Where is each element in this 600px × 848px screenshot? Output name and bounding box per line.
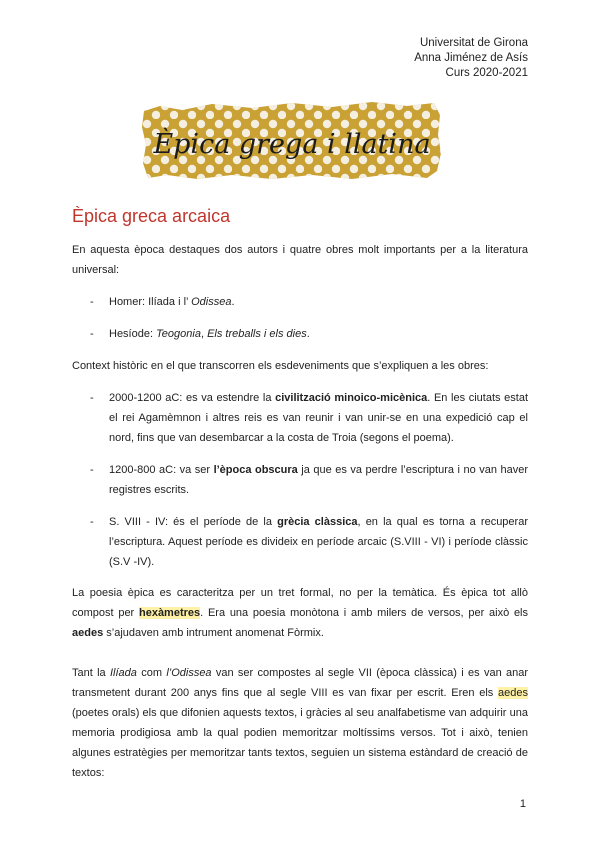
transmission-text-4: (poetes orals) els que difonien aquests textos, i gràcies al seu analfabetisme van adquirir una memoria prodigiosa amb la qual podien memoritzar moltíssims versos. Tot i això, tenien algunes estratègies per memoritzar tants textos, seguien un sistema estàndard de creació de textos: [72, 707, 528, 779]
poetry-text-1: La poesia èpica es caracteritza per un tret formal, no per la temàtica. És èpica tot allò compost per [72, 587, 528, 619]
list-item-period-1 [72, 388, 528, 448]
aedes-highlight: aedes [498, 687, 528, 699]
section-title: Èpica greca arcaica [72, 206, 231, 226]
transmission-text-2: com [136, 667, 167, 679]
odyssey-title: l’Odissea [166, 667, 212, 679]
intro-paragraph: En aquesta època destaques dos autors i quatre obres molt importants per a la literatura universal: [72, 244, 528, 276]
title-banner [142, 101, 442, 180]
list-dash: - [90, 296, 94, 308]
period-1-rest: . En les ciutats estat el rei Agamèmnon i altres reis es van reunir i van unir-se en una expedició cap el nord, fins que van desembarcar a la costa de Troia (segons el poema). [109, 392, 529, 444]
list-dash: - [90, 392, 94, 404]
context-intro: Context històric en el que transcorren els esdeveniments que s’expliquen a les obres: [72, 360, 489, 372]
poetry-text-2: . Era una poesia monòtona i amb milers de versos, per això els [200, 607, 529, 619]
period-1-text: 2000-1200 aC: es va estendre la [109, 392, 276, 404]
author-name: Anna Jiménez de Asís [414, 52, 528, 64]
period-2-bold: l’època obscura [213, 464, 298, 476]
page-number: 1 [519, 798, 526, 810]
works-list [72, 292, 528, 344]
hexameter-term: hexàmetres [138, 607, 201, 619]
transmission-paragraph [72, 663, 528, 783]
period-3-text: S. VIII - IV: és el període de la [109, 516, 278, 528]
aedes-term: aedes [72, 627, 104, 639]
document-body [72, 240, 528, 783]
homer-end: . [231, 296, 235, 308]
document-header [414, 36, 528, 81]
hesiod-label: Hesíode: [109, 328, 157, 340]
poetry-text-3: s’ajudaven amb intrument anomenat Fòrmix. [103, 627, 324, 639]
poetry-paragraph [72, 583, 528, 643]
period-3-bold: grècia clàssica [277, 516, 358, 528]
iliad-title: Ilíada [109, 667, 137, 679]
institution-name: Universitat de Girona [419, 37, 528, 49]
period-1-bold: civilització minoico-micènica [275, 392, 428, 404]
transmission-text-3: van ser compostes al segle VII (època clàssica) i es van anar transmetent durant 200 anys fins que al segle VIII es van fixar per escrit. Eren els [72, 667, 529, 699]
context-list [72, 388, 528, 572]
course-year: Curs 2020-2021 [445, 67, 528, 79]
list-item-hesiod [72, 324, 528, 344]
homer-label: Homer: Ilíada i l’ [109, 296, 192, 308]
list-item-period-3 [72, 512, 528, 572]
list-dash: - [90, 328, 94, 340]
transmission-text-1: Tant la [72, 667, 110, 679]
list-dash: - [90, 464, 94, 476]
banner-title: Èpica grega i llatina [153, 129, 431, 160]
hesiod-work-2: Els treballs i els dies [207, 328, 307, 340]
list-dash: - [90, 516, 94, 528]
period-3-rest: , en la qual es torna a recuperar l’escriptura. Aquest període es divideix en període arcaic (S.VIII - VI) i període clàssic (S.V -IV). [109, 516, 528, 568]
list-item-period-2 [72, 460, 528, 500]
hesiod-work-1: Teogonia [156, 328, 201, 340]
homer-work: Odissea [191, 296, 232, 308]
hesiod-sep: , [200, 328, 208, 340]
period-2-text: 1200-800 aC: va ser [109, 464, 214, 476]
list-item-homer [72, 292, 528, 312]
hesiod-end: . [306, 328, 310, 340]
period-2-rest: ja que es va perdre l’escriptura i no van haver registres escrits. [109, 464, 528, 496]
